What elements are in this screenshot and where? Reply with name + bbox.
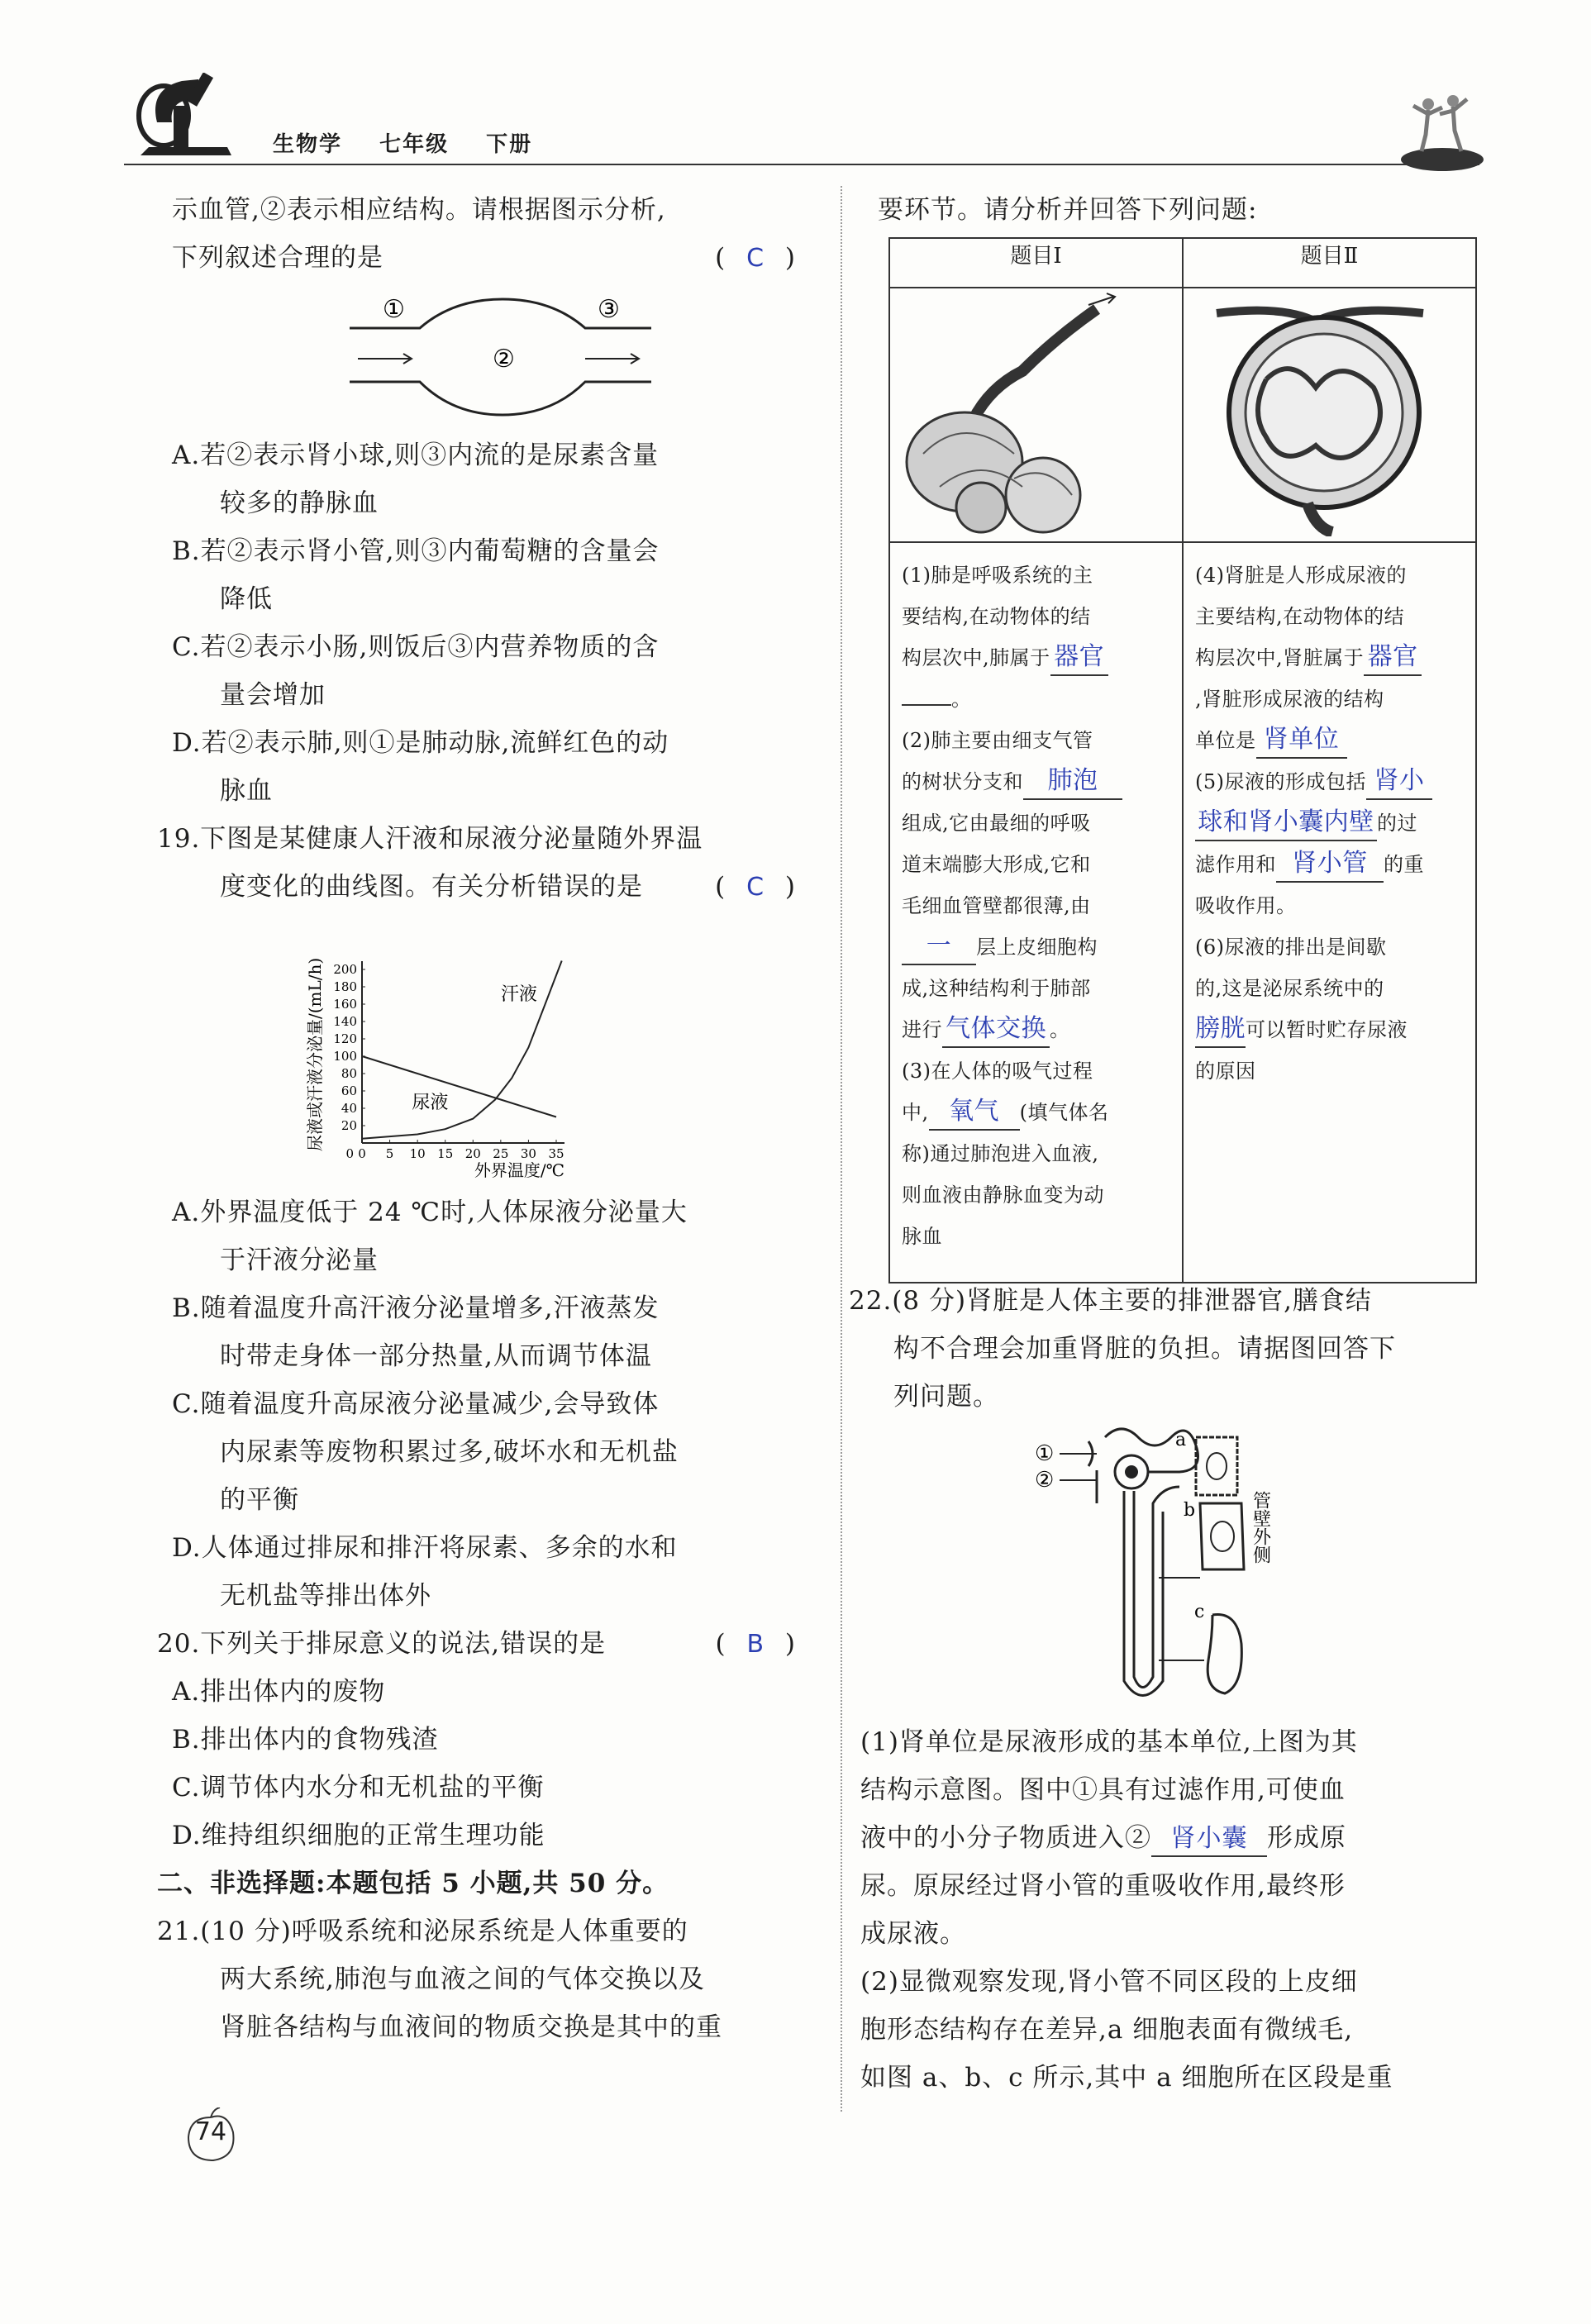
answer-blank[interactable] (1276, 847, 1384, 883)
y-tick-label: 80 (341, 1066, 357, 1081)
q18-option-a-cont: 较多的静脉血 (220, 488, 379, 518)
q21-2-line3: 组成,它由最细的呼吸 (902, 812, 1091, 835)
q18-option-b: B.若②表示肾小管,则③内葡萄糖的含量会 (172, 536, 660, 566)
q21-2-end: 。 (1050, 1018, 1070, 1041)
q21-2-line7: 成,这种结构利于肺部 (902, 977, 1091, 1000)
q22-1-line3 (849, 1814, 1477, 1862)
diagram-label-3: ③ (598, 295, 620, 324)
lung-illustration-cell (889, 288, 1183, 542)
q19-answer: C (746, 873, 771, 902)
volume-label: 下册 (486, 132, 533, 157)
q21-2-text: 的树状分支和 (902, 770, 1023, 793)
page-header (124, 98, 1479, 172)
q20-option-d: D.维持组织细胞的正常生理功能 (172, 1821, 545, 1850)
q22-2-line2: 胞形态结构存在差异,a 细胞表面有微绒毛, (860, 2015, 1354, 2045)
answer-blank-cont (902, 704, 951, 706)
q20-answer-bracket: ( B ) (715, 1629, 802, 1659)
q19-option-d-cont: 无机盐等排出体外 (220, 1581, 431, 1611)
q21-1-end: 。 (951, 688, 972, 711)
q22-1-text: 液中的小分子物质进入② (860, 1823, 1151, 1853)
q19-option-b-cont: 时带走身体一部分热量,从而调节体温 (220, 1341, 652, 1371)
q21-6-answer: 器官 (1367, 642, 1418, 671)
q21-8-answer-a: 肾小 (1374, 766, 1425, 795)
nephron-label-2: ② (1035, 1468, 1055, 1493)
q21-table (888, 237, 1477, 1283)
subject-label: 生物学 (273, 132, 343, 157)
y-tick-label: 40 (341, 1101, 357, 1116)
q22-1-line2: 结构示意图。图中①具有过滤作用,可使血 (860, 1775, 1346, 1805)
answer-blank[interactable] (1364, 641, 1422, 676)
q21-6-text: 可以暂时贮存尿液 (1246, 1018, 1408, 1041)
table-header-1: 题目Ⅰ (889, 238, 1183, 288)
q21-stem-cont: 要环节。请分析并回答下列问题: (878, 195, 1258, 225)
secretion-chart (172, 916, 784, 1188)
q21-4-line2: 主要结构,在动物体的结 (1195, 605, 1405, 628)
x-tick-label: 25 (493, 1146, 509, 1161)
answer-blank[interactable] (1256, 723, 1347, 759)
q21-4-answer: 气体交换 (946, 1014, 1046, 1043)
q21-1-line1: (1)肺是呼吸系统的主 (902, 564, 1093, 587)
answer-blank[interactable] (1195, 1012, 1246, 1048)
q22-stem-line3: 列问题。 (893, 1382, 999, 1412)
q21-4-line3 (1195, 637, 1467, 679)
q22-1-answer: 肾小囊 (1170, 1824, 1248, 1853)
series-label-urine: 尿液 (412, 1093, 449, 1113)
q19-stem-line2 (172, 863, 802, 911)
q21-4-line1: (4)肾脏是人形成尿液的 (1195, 564, 1407, 587)
diagram-label-2: ② (493, 345, 515, 374)
q21-1-answer: 器官 (1054, 642, 1105, 671)
y-tick-label: 100 (333, 1049, 357, 1064)
q21-5-text3: 滤作用和 (1195, 853, 1276, 876)
q21-5-answer: 氧气 (949, 1097, 1000, 1126)
book-title (273, 127, 560, 158)
q21-3-line1: (3)在人体的吸气过程 (902, 1060, 1093, 1083)
cell-label-a: a (1175, 1430, 1187, 1450)
q20-option-b: B.排出体内的食物残渣 (172, 1725, 439, 1755)
q21-2-line6 (902, 926, 1174, 968)
q21-1-text: 构层次中,肺属于 (902, 646, 1050, 669)
q19-option-a: A.外界温度低于 24 ℃时,人体尿液分泌量大 (172, 1198, 688, 1227)
q21-5-text2: 的过 (1377, 812, 1417, 835)
x-tick-label: 5 (385, 1146, 394, 1161)
q21-1-line4 (902, 679, 1174, 720)
q19-answer-bracket: ( C ) (715, 872, 802, 902)
y-tick-label: 160 (333, 997, 357, 1012)
y-tick-label: 180 (333, 979, 357, 994)
nephron-diagram (849, 1421, 1477, 1718)
q21-9-answer: 肾小管 (1292, 849, 1368, 878)
q19-stem-line1: 19.下图是某健康人汗液和尿液分泌量随外界温 (157, 824, 703, 854)
q21-5-line1 (1195, 761, 1467, 802)
q21-1-line3 (902, 637, 1174, 679)
q19-option-d: D.人体通过排尿和排汗将尿素、多余的水和 (172, 1533, 678, 1563)
q21-5-text4: 的重 (1384, 853, 1424, 876)
x-tick-label: 30 (520, 1146, 536, 1161)
q22-block (849, 1277, 1477, 2102)
answer-blank[interactable] (942, 1012, 1050, 1048)
q21-4-line5 (1195, 720, 1467, 761)
q21-5-line3 (1195, 844, 1467, 885)
cell-label-b: b (1184, 1500, 1196, 1521)
q19-option-c: C.随着温度升高尿液分泌量减少,会导致体 (172, 1389, 660, 1419)
cell-label-c: c (1194, 1602, 1205, 1622)
q21-4-text: 构层次中,肾脏属于 (1195, 646, 1365, 669)
q21-10-answer: 膀胱 (1195, 1014, 1246, 1043)
q20-option-a: A.排出体内的废物 (172, 1677, 386, 1707)
q21-stem-line3: 肾脏各结构与血液间的物质交换是其中的重 (220, 2012, 722, 2042)
q21-3-answer: 一 (926, 931, 952, 960)
dancers-icon (1397, 89, 1488, 172)
answer-blank[interactable] (1195, 806, 1377, 841)
kidney-illustration-cell (1183, 288, 1476, 542)
q21-6-line2: 的,这是泌尿系统中的 (1195, 977, 1384, 1000)
q22-1-text2: 形成原 (1267, 1823, 1346, 1853)
q19-option-c-cont1: 内尿素等废物积累过多,破坏水和无机盐 (220, 1437, 679, 1467)
x-tick-label: 0 (358, 1146, 366, 1161)
q21-2-line2 (902, 761, 1174, 802)
left-column (157, 186, 802, 2051)
diagram-label-1: ① (383, 295, 405, 324)
q21-3-line2 (902, 1092, 1174, 1133)
y-axis-label: 尿液或汗液分泌量/(mL/h) (305, 957, 325, 1151)
q22-1-line4: 尿。原尿经过肾小管的重吸收作用,最终形 (860, 1871, 1346, 1901)
q21-stem-line1: 21.(10 分)呼吸系统和泌尿系统是人体重要的 (157, 1917, 688, 1946)
q18-option-c: C.若②表示小肠,则饭后③内营养物质的含 (172, 632, 660, 662)
page-number-text: 74 (194, 2117, 227, 2146)
answer-blank[interactable] (902, 930, 976, 965)
x-tick-label: 15 (437, 1146, 454, 1161)
q18-answer: C (746, 244, 771, 273)
vessel-diagram (172, 283, 784, 431)
q18-intro-line1: 示血管,②表示相应结构。请根据图示分析, (172, 195, 666, 225)
q21-2-text2: 层上皮细胞构 (976, 936, 1098, 959)
q18-option-d-cont: 脉血 (220, 776, 273, 806)
q21-3-line5: 脉血 (902, 1225, 942, 1248)
y-tick-label: 200 (333, 962, 357, 977)
alveoli-illustration (890, 288, 1171, 536)
q21-6-line3 (1195, 1009, 1467, 1050)
q22-1-line1: (1)肾单位是尿液形成的基本单位,上图为其 (860, 1727, 1358, 1757)
nephron-label-1: ① (1035, 1441, 1055, 1466)
y-tick-label: 20 (341, 1118, 357, 1133)
q22-2-line3: 如图 a、b、c 所示,其中 a 细胞所在区段是重 (860, 2063, 1393, 2093)
origin-label: 0 (345, 1146, 354, 1161)
y-tick-label: 60 (341, 1083, 357, 1098)
q20-stem-text: 20.下列关于排尿意义的说法,错误的是 (157, 1629, 607, 1659)
x-tick-label: 20 (464, 1146, 481, 1161)
microscope-icon (124, 73, 256, 168)
lung-questions-cell (889, 542, 1183, 1283)
section-2-heading: 二、非选择题:本题包括 5 小题,共 50 分。 (157, 1869, 669, 1898)
answer-blank[interactable] (1366, 764, 1432, 800)
y-tick-label: 140 (333, 1014, 357, 1029)
q21-2-line1: (2)肺主要由细支气管 (902, 729, 1093, 752)
answer-blank[interactable] (929, 1095, 1020, 1131)
q18-intro-text: 下列叙述合理的是 (172, 243, 383, 273)
q22-1-line5: 成尿液。 (860, 1919, 966, 1949)
answer-blank[interactable] (1023, 764, 1122, 800)
series-label-sweat: 汗液 (500, 983, 537, 1005)
q21-3-line3: 称)通过肺泡进入血液, (902, 1142, 1099, 1165)
q21-3-text: 中, (902, 1101, 929, 1124)
kidney-questions-cell (1183, 542, 1476, 1283)
q21-stem-line2: 两大系统,肺泡与血液之间的气体交换以及 (220, 1964, 705, 1994)
q21-2-line8 (902, 1009, 1174, 1050)
q18-option-b-cont: 降低 (220, 584, 273, 614)
q21-6-line1: (6)尿液的排出是间歇 (1195, 936, 1387, 959)
q20-answer: B (746, 1630, 771, 1659)
q21-5-line4: 吸收作用。 (1195, 894, 1297, 917)
q18-option-c-cont: 量会增加 (220, 680, 326, 710)
column-divider (841, 186, 842, 2112)
right-column (878, 186, 1483, 234)
q21-1-line2: 要结构,在动物体的结 (902, 605, 1091, 628)
q22-stem-line2: 构不合理会加重肾脏的负担。请据图回答下 (893, 1334, 1396, 1364)
answer-blank[interactable] (1151, 1822, 1267, 1857)
q22-stem-line1: 22.(8 分)肾脏是人体主要的排泄器官,膳食结 (849, 1286, 1372, 1316)
x-axis-label: 外界温度/℃ (474, 1160, 564, 1180)
q21-3-line4: 则血液由静脉血变为动 (902, 1183, 1104, 1207)
q18-answer-bracket: ( C ) (715, 243, 802, 273)
q22-2-line1: (2)显微观察发现,肾小管不同区段的上皮细 (860, 1967, 1358, 1997)
q18-option-a: A.若②表示肾小球,则③内流的是尿素含量 (172, 441, 660, 470)
q21-7-answer: 肾单位 (1263, 725, 1340, 754)
grade-label: 七年级 (379, 132, 450, 157)
q21-3-text2: (填气体名 (1019, 1101, 1109, 1124)
glomerulus-illustration (1184, 288, 1465, 536)
q21-2-line5: 毛细血管壁都很薄,由 (902, 894, 1091, 917)
page-number (182, 2107, 240, 2165)
x-tick-label: 10 (409, 1146, 426, 1161)
header-rule (124, 164, 1479, 165)
y-tick-label: 120 (333, 1031, 357, 1046)
q19-option-a-cont: 于汗液分泌量 (220, 1245, 379, 1275)
q21-8-answer-b: 球和肾小囊内壁 (1198, 807, 1374, 836)
q21-5-text: (5)尿液的形成包括 (1195, 770, 1366, 793)
q18-option-d: D.若②表示肺,则①是肺动脉,流鲜红色的动 (172, 728, 669, 758)
q21-5-line2 (1195, 802, 1467, 844)
q21-4-text2: 单位是 (1195, 729, 1256, 752)
table-header-2: 题目Ⅱ (1183, 238, 1476, 288)
q18-intro-line2 (172, 234, 802, 282)
q20-stem (157, 1620, 802, 1668)
q21-6-line4: 的原因 (1195, 1060, 1256, 1083)
q19-option-b: B.随着温度升高汗液分泌量增多,汗液蒸发 (172, 1293, 660, 1323)
q21-2-line4: 道末端膨大形成,它和 (902, 853, 1091, 876)
q21-4-line4: ,肾脏形成尿液的结构 (1195, 688, 1384, 711)
q20-option-c: C.调节体内水分和无机盐的平衡 (172, 1773, 545, 1803)
outer-wall-label: 管壁外侧 (1250, 1491, 1271, 1564)
q21-2-text3: 进行 (902, 1018, 942, 1041)
answer-blank[interactable] (1050, 641, 1108, 676)
series-line-urine (362, 1056, 556, 1117)
q21-2-answer: 肺泡 (1047, 766, 1098, 795)
q19-stem-text: 度变化的曲线图。有关分析错误的是 (220, 872, 643, 902)
x-tick-label: 35 (548, 1146, 564, 1161)
q19-option-c-cont2: 的平衡 (220, 1485, 299, 1515)
